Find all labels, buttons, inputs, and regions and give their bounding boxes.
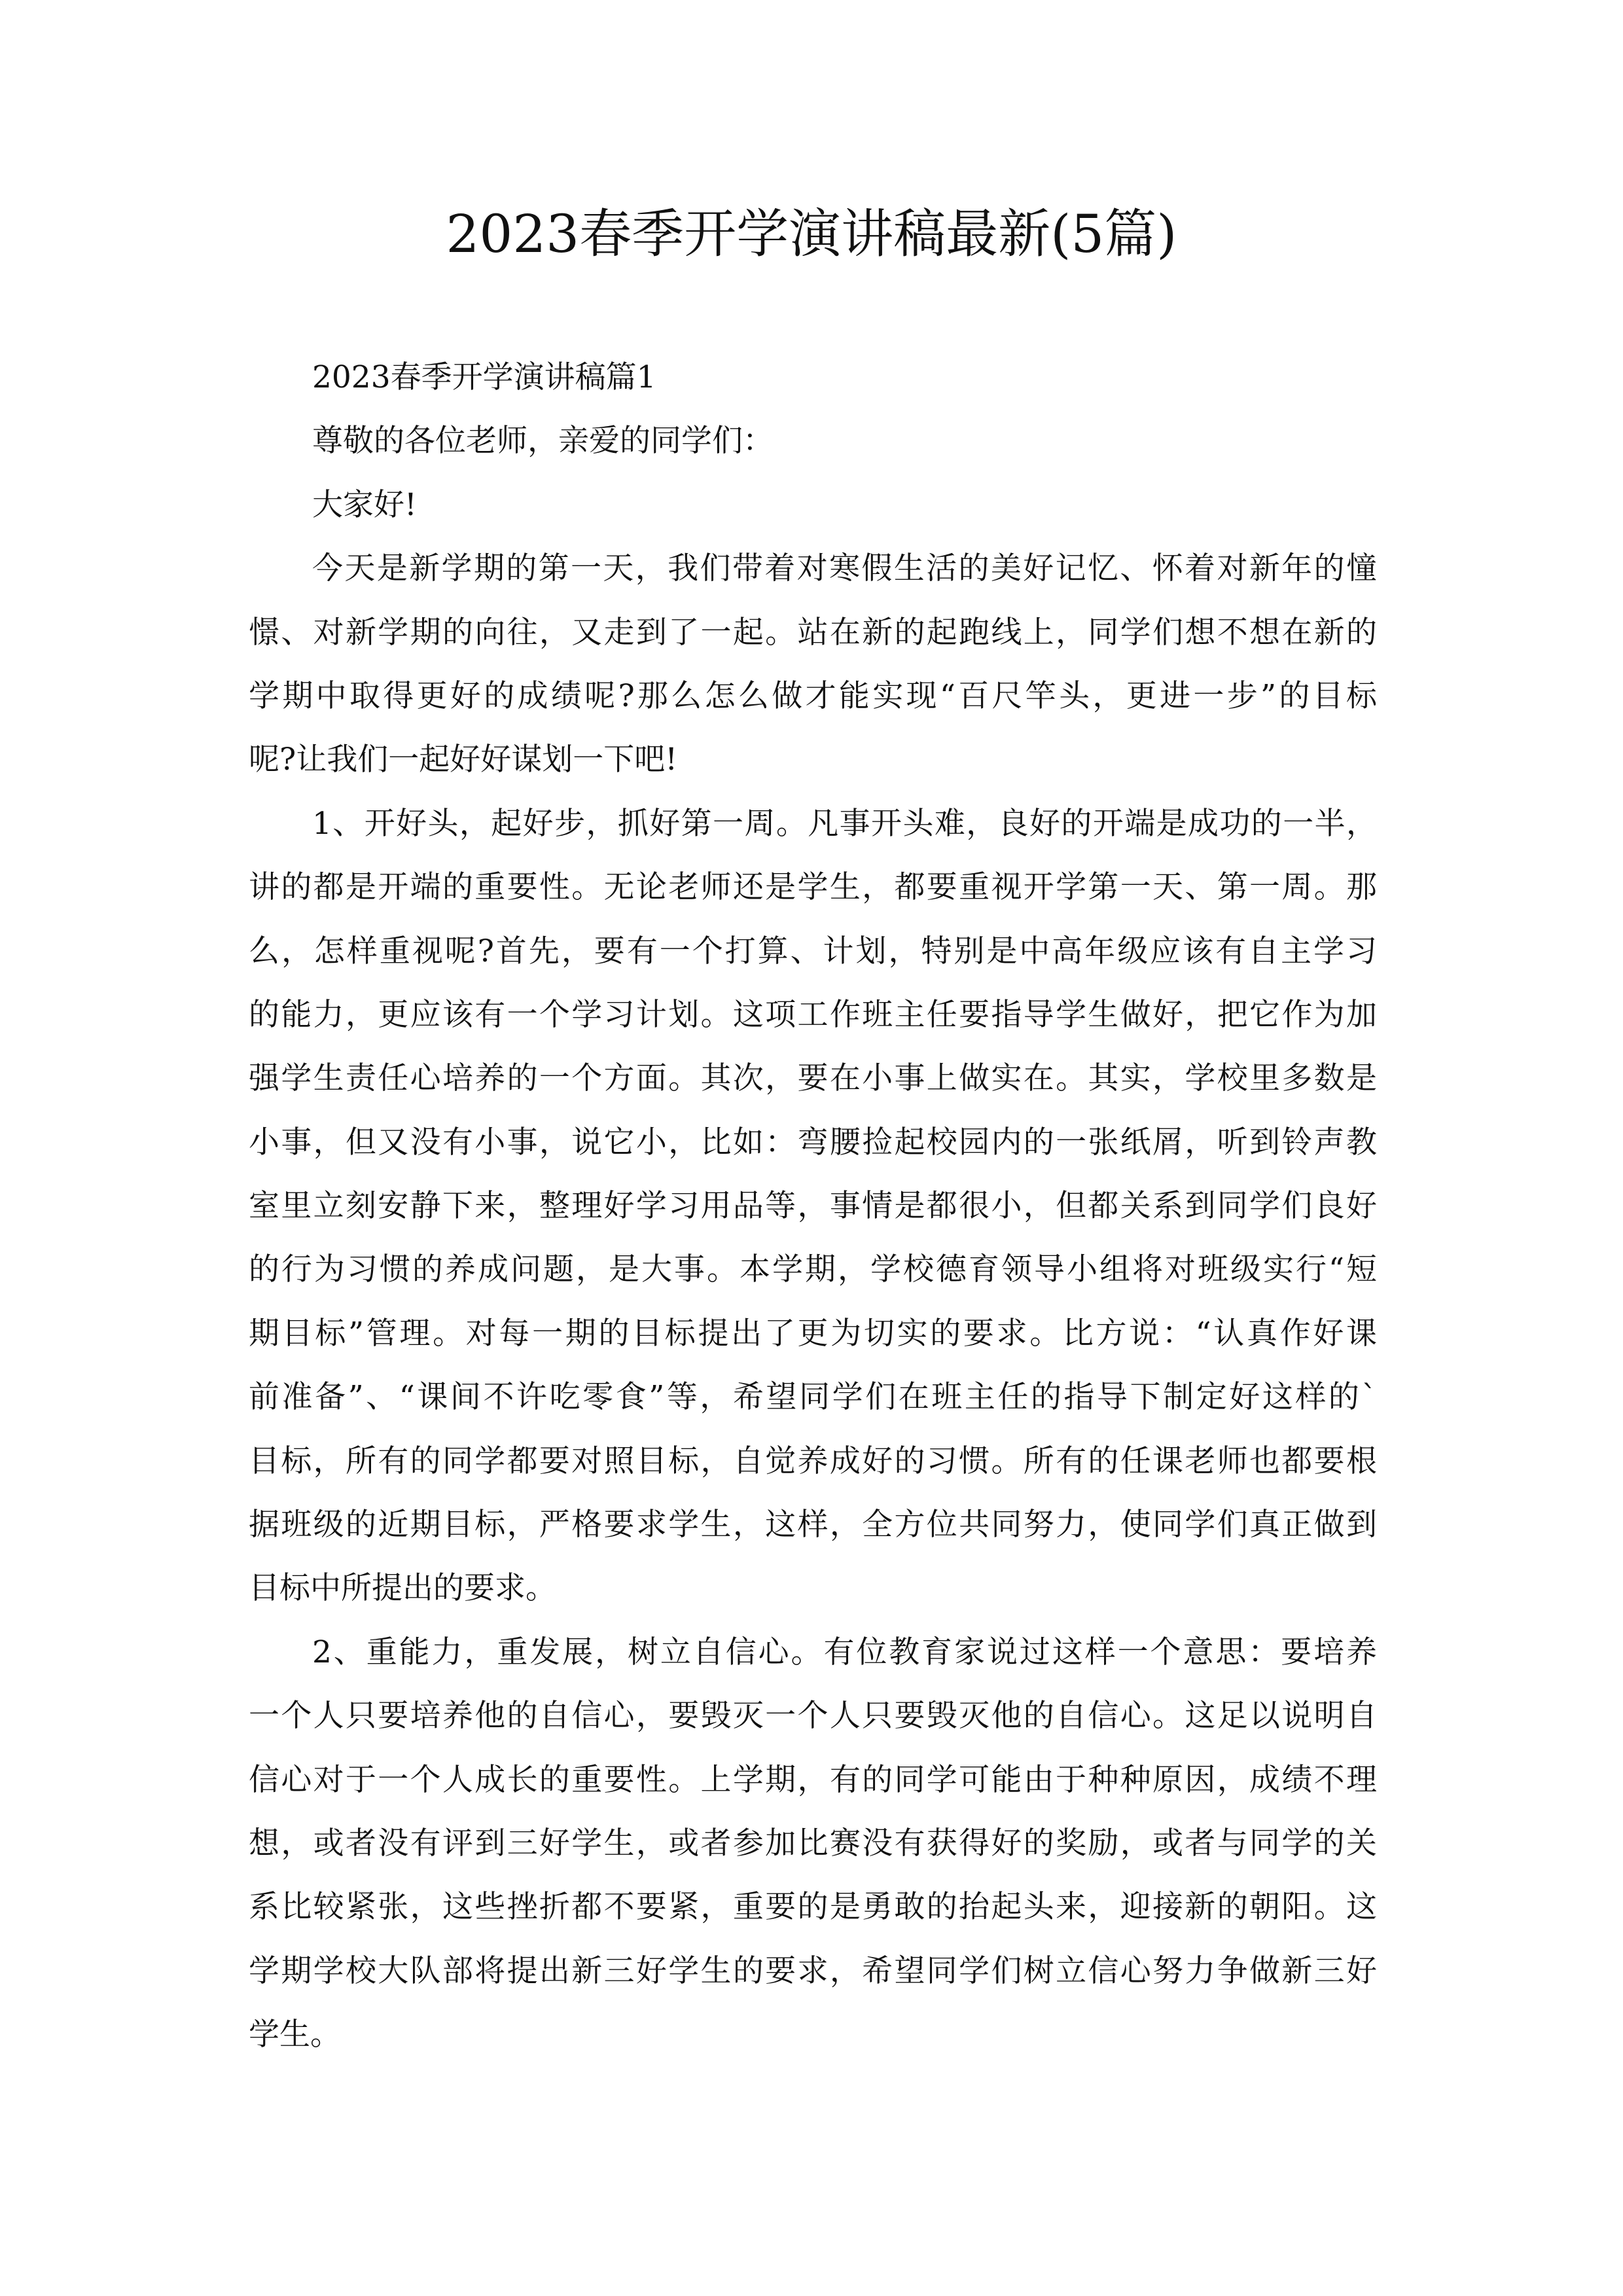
text-line: 的能力，更应该有一个学习计划。这项工作班主任要指导学生做好，把它作为加 xyxy=(249,996,1377,1033)
text-line: 期目标”管理。对每一期的目标提出了更为切实的要求。比方说：“认真作好课 xyxy=(249,1315,1377,1352)
text-line: 室里立刻安静下来，整理好学习用品等，事情是都很小，但都关系到同学们良好 xyxy=(249,1188,1377,1225)
paragraph xyxy=(249,1621,1377,2067)
document-body xyxy=(249,346,1377,2067)
text-line: 目标，所有的同学都要对照目标，自觉养成好的习惯。所有的任课老师也都要根 xyxy=(249,1443,1377,1479)
text-line: 小事，但又没有小事，说它小，比如：弯腰捡起校园内的一张纸屑，听到铃声教 xyxy=(249,1124,1377,1160)
text-line: 的行为习惯的养成问题，是大事。本学期，学校德育领导小组将对班级实行“短 xyxy=(249,1251,1377,1288)
paragraph xyxy=(249,346,1377,409)
text-line: 尊敬的各位老师，亲爱的同学们： xyxy=(312,423,774,459)
text-line: 2、重能力，重发展，树立自信心。有位教育家说过这样一个意思：要培养 xyxy=(312,1634,1377,1670)
text-line: 学生。 xyxy=(249,2017,341,2053)
paragraph xyxy=(249,537,1377,792)
text-line: 么，怎样重视呢?首先，要有一个打算、计划，特别是中高年级应该有自主学习 xyxy=(249,933,1377,969)
paragraph xyxy=(249,409,1377,473)
text-line: 憬、对新学期的向往，又走到了一起。站在新的起跑线上，同学们想不想在新的 xyxy=(249,614,1377,651)
document-title: 2023春季开学演讲稿最新(5篇) xyxy=(446,204,1177,264)
text-line: 呢?让我们一起好好谋划一下吧! xyxy=(249,742,678,778)
text-line: 系比较紧张，这些挫折都不要紧，重要的是勇敢的抬起头来，迎接新的朝阳。这 xyxy=(249,1889,1377,1926)
text-line: 强学生责任心培养的一个方面。其次，要在小事上做实在。其实，学校里多数是 xyxy=(249,1060,1377,1097)
text-line: 据班级的近期目标，严格要求学生，这样，全方位共同努力，使同学们真正做到 xyxy=(249,1507,1377,1543)
text-line: 学期中取得更好的成绩呢?那么怎么做才能实现“百尺竿头，更进一步”的目标 xyxy=(249,677,1377,714)
text-line: 目标中所提出的要求。 xyxy=(249,1570,556,1607)
text-line: 信心对于一个人成长的重要性。上学期，有的同学可能由于种种原因，成绩不理 xyxy=(249,1761,1377,1798)
paragraph xyxy=(249,473,1377,537)
text-line: 今天是新学期的第一天，我们带着对寒假生活的美好记忆、怀着对新年的憧 xyxy=(312,550,1377,587)
text-line: 学期学校大队部将提出新三好学生的要求，希望同学们树立信心努力争做新三好 xyxy=(249,1952,1377,1989)
text-line: 想，或者没有评到三好学生，或者参加比赛没有获得好的奖励，或者与同学的关 xyxy=(249,1825,1377,1861)
text-line: 前准备”、“课间不许吃零食”等，希望同学们在班主任的指导下制定好这样的` xyxy=(249,1379,1377,1416)
text-line: 大家好! xyxy=(312,486,417,523)
text-line: 讲的都是开端的重要性。无论老师还是学生，都要重视开学第一天、第一周。那 xyxy=(249,869,1377,906)
text-line: 一个人只要培养他的自信心，要毁灭一个人只要毁灭他的自信心。这足以说明自 xyxy=(249,1698,1377,1734)
text-line: 1、开好头，起好步，抓好第一周。凡事开头难，良好的开端是成功的一半， xyxy=(312,805,1377,842)
paragraph xyxy=(249,792,1377,1621)
text-line: 2023春季开学演讲稿篇1 xyxy=(312,359,656,395)
